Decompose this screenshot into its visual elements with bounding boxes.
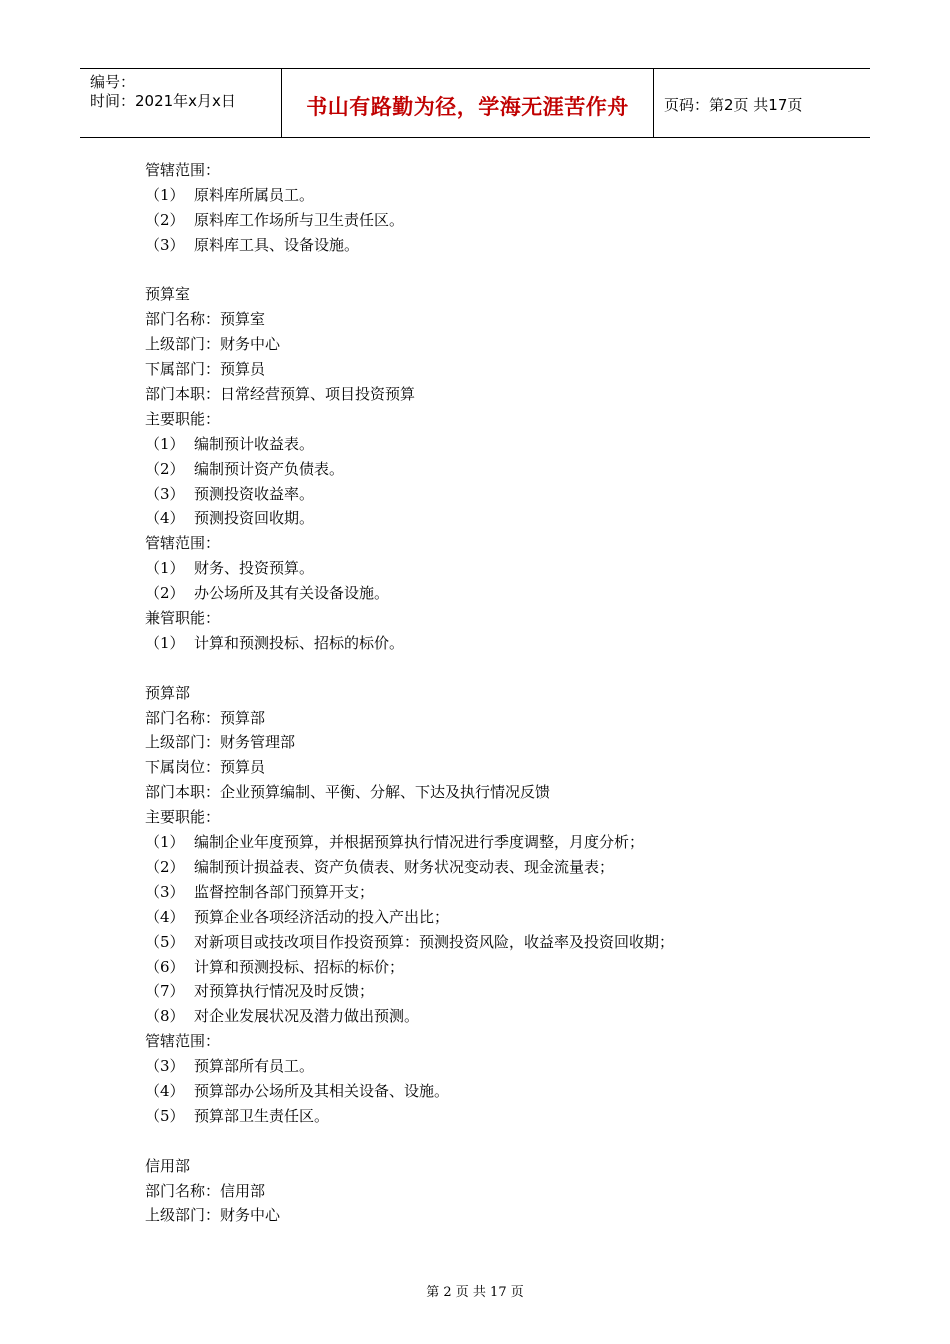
numbered-list-item	[145, 556, 865, 581]
numbered-list-item	[145, 233, 865, 258]
list-item-number: （2）	[145, 584, 185, 603]
line-text: 编制企业年度预算，并根据预算执行情况进行季度调整，月度分析；	[194, 833, 645, 852]
header-info-cell	[80, 69, 280, 137]
list-item-number: （4）	[145, 509, 185, 528]
line-text: 上级部门：财务管理部	[145, 733, 296, 752]
numbered-list-item	[145, 631, 865, 656]
line-text: 监督控制各部门预算开支；	[194, 882, 375, 901]
text-line	[145, 606, 865, 631]
list-item-number: （1）	[145, 633, 185, 652]
line-text: 原料库所属员工。	[194, 185, 315, 204]
numbered-list-item	[145, 208, 865, 233]
text-line	[145, 1029, 865, 1054]
line-text: 原料库工作场所与卫生责任区。	[194, 210, 405, 229]
line-text: 兼管职能：	[145, 609, 221, 628]
line-text: 下属部门：预算员	[145, 360, 266, 379]
line-text: 预算部所有员工。	[194, 1057, 315, 1076]
list-item-number: （3）	[145, 1057, 185, 1076]
line-text: 编制预计资产负债表。	[194, 459, 345, 478]
line-text: 预算部	[145, 683, 191, 702]
line-text: 原料库工具、设备设施。	[194, 235, 360, 254]
list-item-number: （5）	[145, 1106, 185, 1125]
text-line	[145, 755, 865, 780]
numbered-list-item	[145, 930, 865, 955]
numbered-list-item	[145, 979, 865, 1004]
line-text: 预测投资收益率。	[194, 484, 315, 503]
text-line	[145, 706, 865, 731]
section-spacer	[145, 656, 865, 681]
list-item-number: （1）	[145, 833, 185, 852]
line-text: 预算企业各项经济活动的投入产出比；	[194, 907, 450, 926]
list-item-number: （5）	[145, 932, 185, 951]
document-body	[145, 158, 865, 1228]
line-text: 管辖范围：	[145, 161, 221, 179]
line-text: 部门名称：预算室	[145, 310, 266, 329]
text-line	[145, 282, 865, 307]
line-text: 下属岗位：预算员	[145, 758, 266, 777]
line-text: 预算部办公场所及其相关设备、设施。	[194, 1081, 450, 1100]
line-text: 管辖范围：	[145, 534, 221, 553]
line-text: 编制预计损益表、资产负债表、财务状况变动表、现金流量表；	[194, 857, 615, 876]
text-line	[145, 780, 865, 805]
list-item-number: （4）	[145, 907, 185, 926]
line-text: 部门名称：信用部	[145, 1181, 266, 1200]
list-item-number: （6）	[145, 957, 185, 976]
line-text: 上级部门：财务中心	[145, 1206, 281, 1225]
line-text: 信用部	[145, 1156, 191, 1175]
numbered-list-item	[145, 955, 865, 980]
list-item-number: （3）	[145, 882, 185, 901]
line-text: 计算和预测投标、招标的标价；	[194, 957, 405, 976]
text-line	[145, 407, 865, 432]
line-text: 计算和预测投标、招标的标价。	[194, 633, 405, 652]
section-spacer	[145, 258, 865, 283]
list-item-number: （3）	[145, 235, 185, 254]
text-line	[145, 730, 865, 755]
line-text: 预算室	[145, 285, 191, 304]
text-line	[145, 1179, 865, 1204]
list-item-number: （1）	[145, 434, 185, 453]
text-line	[145, 1154, 865, 1179]
numbered-list-item	[145, 1079, 865, 1104]
section-spacer	[145, 1129, 865, 1154]
numbered-list-item	[145, 457, 865, 482]
list-item-number: （2）	[145, 210, 185, 229]
numbered-list-item	[145, 1054, 865, 1079]
header-page-cell	[654, 69, 870, 137]
document-date-label: 时间：2021年x月x日	[90, 92, 236, 110]
header-motto: 书山有路勤为径，学海无涯苦作舟	[306, 95, 629, 119]
line-text: 管辖范围：	[145, 1032, 221, 1051]
line-text: 编制预计收益表。	[194, 434, 315, 453]
line-text: 对企业发展状况及潜力做出预测。	[194, 1007, 420, 1026]
line-text: 主要职能：	[145, 808, 221, 827]
page-footer: 第 2 页 共 17 页	[426, 1285, 524, 1300]
list-item-number: （2）	[145, 857, 185, 876]
line-text: 财务、投资预算。	[194, 559, 315, 578]
numbered-list-item	[145, 506, 865, 531]
text-line	[145, 158, 865, 183]
numbered-list-item	[145, 880, 865, 905]
numbered-list-item	[145, 905, 865, 930]
line-text: 上级部门：财务中心	[145, 335, 281, 354]
header-motto-cell	[281, 69, 654, 137]
line-text: 对预算执行情况及时反馈；	[194, 982, 375, 1001]
numbered-list-item	[145, 855, 865, 880]
text-line	[145, 307, 865, 332]
list-item-number: （2）	[145, 459, 185, 478]
line-text: 部门名称：预算部	[145, 708, 266, 727]
document-number-label: 编号：	[90, 73, 136, 91]
list-item-number: （7）	[145, 982, 185, 1001]
numbered-list-item	[145, 1004, 865, 1029]
list-item-number: （1）	[145, 185, 185, 204]
line-text: 办公场所及其有关设备设施。	[194, 584, 390, 603]
list-item-number: （3）	[145, 484, 185, 503]
line-text: 主要职能：	[145, 409, 221, 428]
line-text: 部门本职：日常经营预算、项目投资预算	[145, 385, 416, 404]
header-page-code: 页码：第2页 共17页	[664, 96, 803, 114]
text-line	[145, 1203, 865, 1228]
numbered-list-item	[145, 830, 865, 855]
numbered-list-item	[145, 581, 865, 606]
list-item-number: （1）	[145, 559, 185, 578]
text-line	[145, 681, 865, 706]
text-line	[145, 332, 865, 357]
numbered-list-item	[145, 482, 865, 507]
text-line	[145, 382, 865, 407]
text-line	[145, 805, 865, 830]
line-text: 对新项目或技改项目作投资预算：预测投资风险，收益率及投资回收期；	[194, 932, 675, 951]
page-header	[80, 68, 870, 138]
list-item-number: （8）	[145, 1007, 185, 1026]
line-text: 预测投资回收期。	[194, 509, 315, 528]
numbered-list-item	[145, 432, 865, 457]
line-text: 部门本职：企业预算编制、平衡、分解、下达及执行情况反馈	[145, 783, 551, 802]
text-line	[145, 357, 865, 382]
line-text: 预算部卫生责任区。	[194, 1106, 330, 1125]
numbered-list-item	[145, 183, 865, 208]
numbered-list-item	[145, 1104, 865, 1129]
list-item-number: （4）	[145, 1081, 185, 1100]
text-line	[145, 531, 865, 556]
